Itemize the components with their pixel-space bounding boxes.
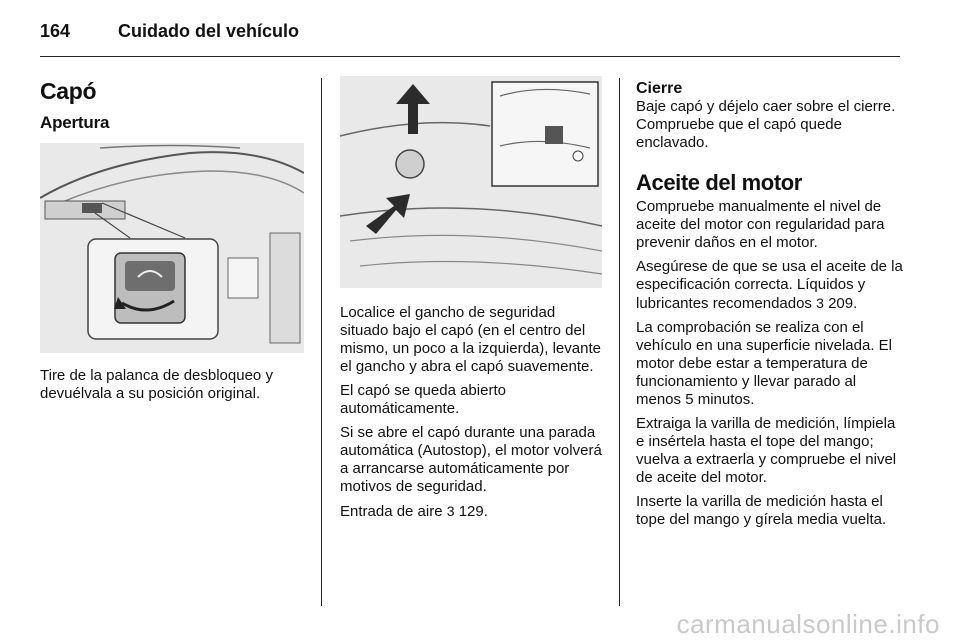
column-right (636, 74, 904, 535)
paragraph (340, 502, 602, 521)
paragraph: Baje capó y déjelo caer sobre el cierre. Compruebe que el capó quede enclavado. (636, 98, 896, 151)
running-title: Cuidado del vehículo (118, 20, 300, 41)
column-divider (321, 78, 322, 606)
page-ref[interactable]: 129. (458, 503, 488, 520)
hood-release-lever-illustration (40, 143, 304, 353)
paragraph: Localice el gancho de seguridad situado bajo el capó (en el centro del mismo, un poco a la izquierda), levante el gancho y abra el capó suavemente. (340, 304, 601, 375)
paragraph: Tire de la palanca de desbloqueo y devuélvala a su posición original. (40, 367, 273, 402)
page-number: 164 (40, 20, 71, 41)
page-ref[interactable]: 209. (828, 295, 858, 312)
section-title: Capó (40, 78, 97, 104)
paragraph: Inserte la varilla de medición hasta el tope del mango y gírela media vuelta. (636, 493, 887, 528)
watermark: carmanualsonline.info (676, 609, 940, 639)
column-divider (619, 78, 620, 606)
column-left (40, 74, 304, 409)
paragraph: Extraiga la varilla de medición, límpiela e insértela hasta el tope del mango; vuelva a extraerla y compruebe el nivel de aceite del motor. (636, 415, 897, 486)
paragraph: Compruebe manualmente el nivel de aceite del motor con regularidad para prevenir daños en el motor. (636, 198, 885, 251)
header-rule (40, 56, 900, 57)
paragraph: El capó se queda abierto automáticamente. (340, 382, 506, 417)
section-title: Aceite del motor (636, 170, 802, 195)
paragraph-text: Entrada de aire (340, 503, 443, 520)
paragraph: Si se abre el capó durante una parada automática (Autostop), el motor volverá a arrancarse automáticamente por motivos de seguridad. (340, 424, 602, 495)
column-middle (340, 74, 602, 527)
subsection-title: Cierre (636, 80, 683, 97)
paragraph (636, 258, 904, 313)
paragraph: La comprobación se realiza con el vehículo en una superficie nivelada. El motor debe estar a temperatura de funcionamiento y llevar parado al menos 5 minutos. (636, 319, 892, 408)
subsection-title: Apertura (40, 113, 110, 132)
page-ref-icon: 3 (446, 503, 455, 519)
page-header (40, 16, 299, 46)
safety-catch-illustration (340, 76, 602, 288)
page-ref-icon: 3 (816, 295, 824, 311)
paragraph-text: Asegúrese de que se usa el aceite de la especificación correcta. Líquidos y lubricantes recomendados (636, 258, 903, 312)
